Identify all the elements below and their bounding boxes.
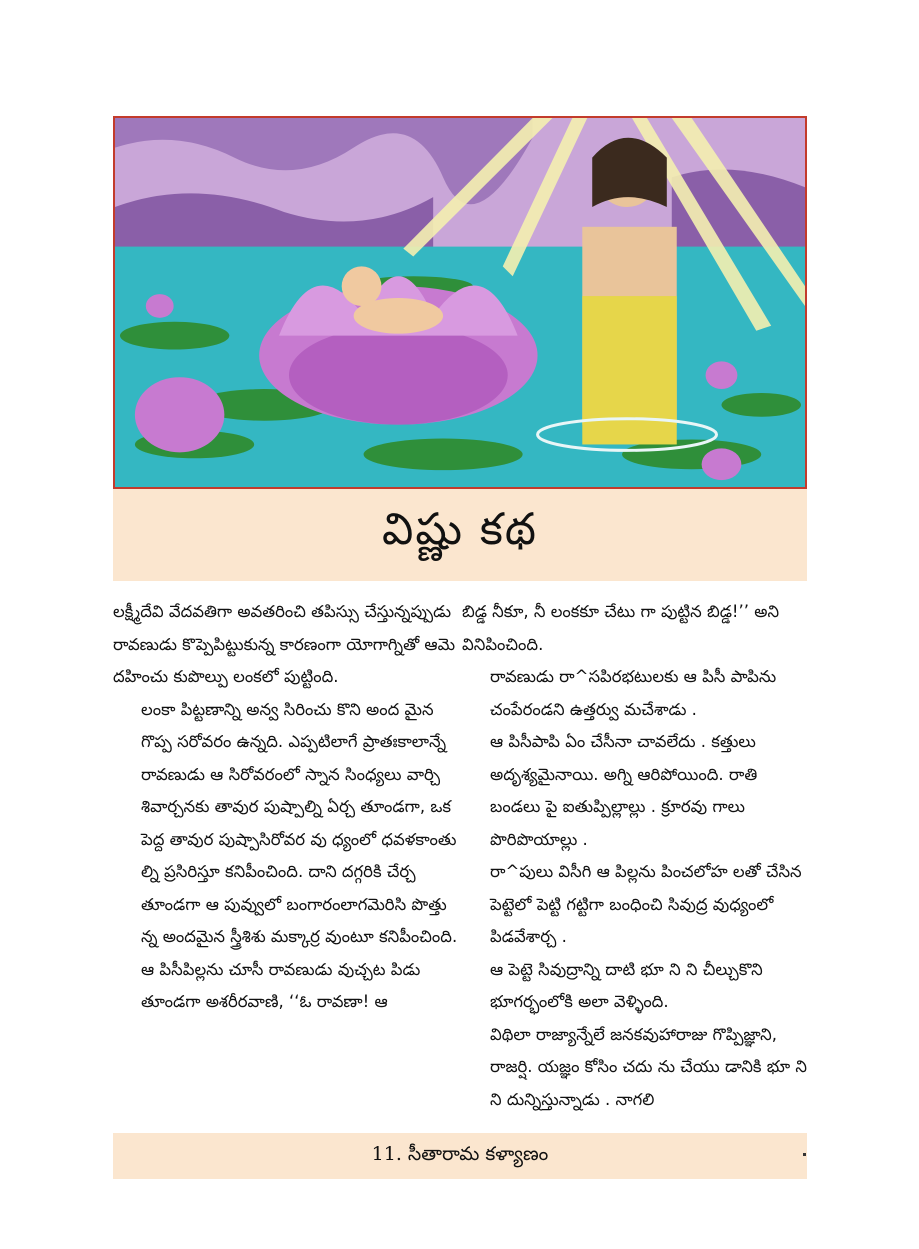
paragraph: లక్ష్మీదేవి వేదవతిగా అవతరించి తపిస్సు చేస్తున్నప్పుడు రావణుడు కొప్పెపిట్టుకున్న కారణంగా యోగాగ్నితో ఆమె దహించు కుపొల్పు లంకలో పుట్టింది.	[113, 602, 456, 686]
paragraph: బిడ్డ నీకూ, నీ లంకకూ చేటు గా పుట్టిన బిడ్డ!’’ అని వినిపించింది.	[462, 602, 780, 654]
paragraph: ఆ పిసీపాపి ఏం చేసీనా చావలేదు . కత్తులు అదృశ్యమైనాయి. అగ్ని ఆరిపోయింది. రాతి బండలు పై ఐతుప్పిల్లాల్లు . క్రూరవు గాలు పొరిపొయాల్లు .	[490, 732, 758, 849]
page-mark	[803, 1153, 806, 1156]
paragraph: రా^పులు విసీగి ఆ పిల్లను పించలోహ లతో చేసిన పెట్టెలో పెట్టి గట్టిగా బంధించి సివుద్ర వుధ్యంలో పిడవేశార్చ .	[490, 862, 802, 946]
right-column	[462, 596, 807, 1116]
paragraph: రావణుడు రా^సపిరభటులకు ఆ పిసీ పాపిను చంపేరండని ఉత్తర్వు మచేశాడు .	[490, 667, 777, 719]
title-band	[113, 489, 807, 581]
vishnu-lotus-illustration-icon	[115, 118, 805, 487]
paragraph: విథిలా రాజ్యాన్నేలే జనకవుహారాజు గొప్పిజ్ఞాని, రాజర్షి. యజ్ఞం కోసిం చదు ను చేయు డానికి భూ ని ని దున్నిస్తున్నాడు . నాగలి	[490, 1024, 807, 1109]
paragraph: లంకా పిట్టణాన్ని అన్వ సిరించు కొని అంద మైన గొప్ప సరోవరం ఉన్నది. ఎప్పటిలాగే ప్రాతఃకాలాన్నే రావణుడు ఆ సిరోవరంలో స్నాన సింధ్యలు వార్చి శివార్చనకు తావుర పుష్పాల్ని ఏర్చ తూండగా, ఒక పెద్ద తావుర పుష్పాసిరోవర వు ధ్యంలో ధవళకాంతు ల్ని ప్రసిరిస్తూ కనిపీంచింది. దాని దగ్గరికి చేర్చ తూండగా ఆ పువ్వులో బంగారంలాగమెరిసి పొత్తు న్న అందమైన స్త్రీశిశు మక్కార్ర వుంటూ కనిపీంచింది.	[141, 699, 458, 946]
paragraph: ఆ పిసీపిల్లను చూసీ రావణుడు వుచ్చట పిడు తూండగా అశరీరవాణి, ‘‘ఓ రావణా! ఆ	[141, 959, 421, 1011]
paragraph: ఆ పెట్టె సివుద్రాన్ని దాటి భూ ని ని చీల్చుకొని భూగర్భంలోకి అలా వెళ్ళింది.	[490, 959, 763, 1011]
footer-band	[113, 1133, 807, 1179]
left-column	[113, 596, 458, 1019]
vishnu-lotus-illustration	[113, 116, 807, 489]
story-title: విష్ణు కథ	[382, 504, 538, 555]
chapter-footer: 11. సీతారామ కళ్యాణం	[371, 1142, 549, 1165]
